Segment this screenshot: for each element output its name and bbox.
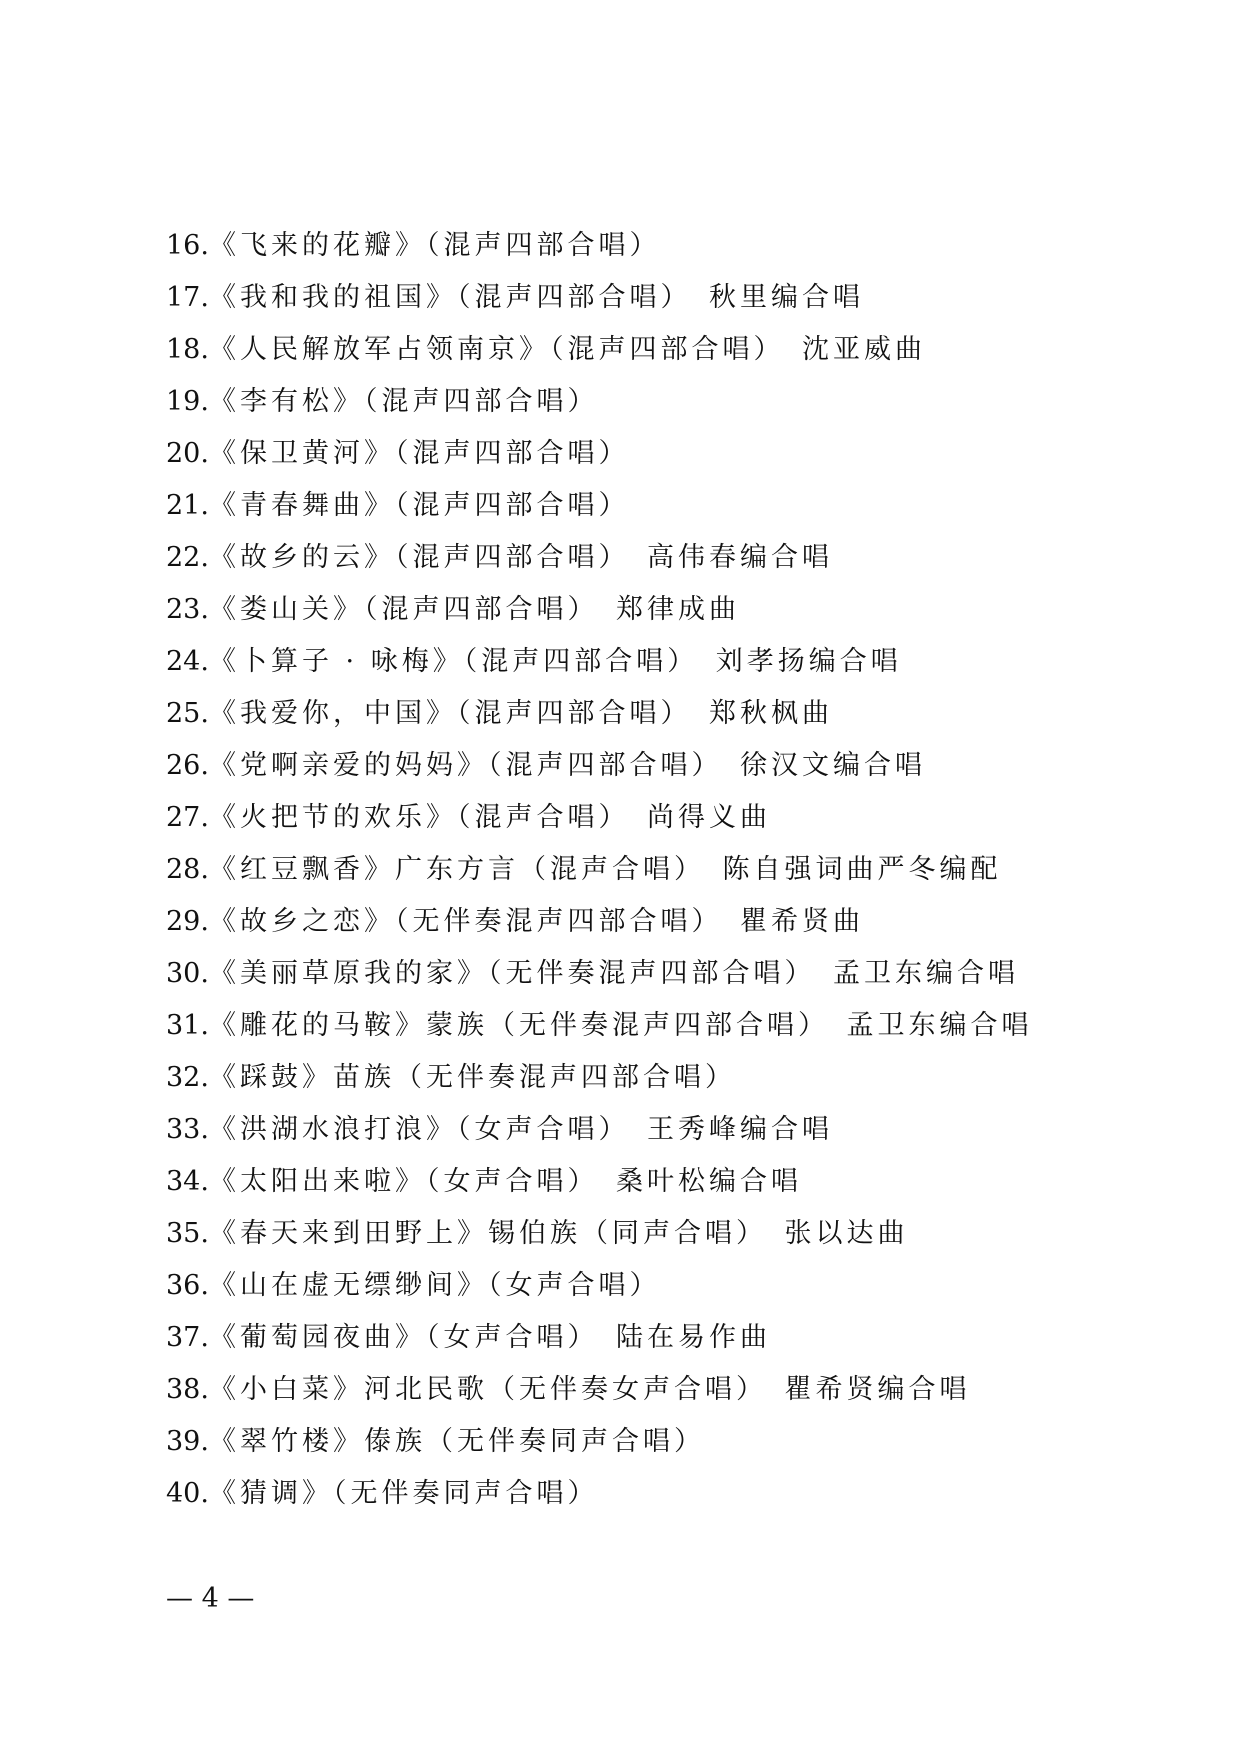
item-number: 28. [166, 854, 209, 885]
list-item [166, 1468, 1032, 1520]
item-text: 《猜调》（无伴奏同声合唱） [208, 1478, 599, 1509]
list-item [166, 896, 1032, 948]
list-item [166, 1000, 1032, 1052]
item-number: 16. [166, 230, 209, 261]
item-number: 24. [166, 646, 209, 677]
item-number: 29. [166, 906, 209, 937]
list-item [166, 636, 1032, 688]
item-number: 17. [166, 282, 209, 313]
item-number: 20. [166, 438, 209, 469]
item-number: 32. [166, 1062, 209, 1093]
item-number: 19. [166, 386, 209, 417]
item-text: 《李有松》（混声四部合唱） [208, 386, 599, 417]
item-number: 38. [166, 1374, 209, 1405]
item-text: 《故乡之恋》（无伴奏混声四部合唱） 瞿希贤曲 [208, 906, 864, 937]
list-item [166, 1104, 1032, 1156]
item-number: 27. [166, 802, 209, 833]
item-text: 《娄山关》（混声四部合唱） 郑律成曲 [208, 594, 740, 625]
item-number: 34. [166, 1166, 209, 1197]
list-item [166, 1208, 1032, 1260]
item-number: 25. [166, 698, 209, 729]
item-number: 40. [166, 1478, 209, 1509]
item-number: 37. [166, 1322, 209, 1353]
list-item [166, 1156, 1032, 1208]
item-text: 《踩鼓》苗族（无伴奏混声四部合唱） [208, 1062, 736, 1093]
item-text: 《青春舞曲》（混声四部合唱） [208, 490, 630, 521]
list-item [166, 376, 1032, 428]
item-text: 《飞来的花瓣》（混声四部合唱） [208, 230, 661, 261]
item-number: 26. [166, 750, 209, 781]
list-item [166, 532, 1032, 584]
item-text: 《雕花的马鞍》蒙族（无伴奏混声四部合唱） 孟卫东编合唱 [208, 1010, 1033, 1041]
list-item [166, 948, 1032, 1000]
item-text: 《山在虚无缥缈间》（女声合唱） [208, 1270, 661, 1301]
item-text: 《葡萄园夜曲》（女声合唱） 陆在易作曲 [208, 1322, 771, 1353]
list-item [166, 740, 1032, 792]
item-text: 《翠竹楼》傣族（无伴奏同声合唱） [208, 1426, 705, 1457]
item-text: 《太阳出来啦》（女声合唱） 桑叶松编合唱 [208, 1166, 802, 1197]
list-item [166, 688, 1032, 740]
list-item [166, 584, 1032, 636]
item-number: 22. [166, 542, 209, 573]
list-item [166, 1416, 1032, 1468]
item-text: 《故乡的云》（混声四部合唱） 高伟春编合唱 [208, 542, 833, 573]
item-text: 《党啊亲爱的妈妈》（混声四部合唱） 徐汉文编合唱 [208, 750, 926, 781]
item-number: 35. [166, 1218, 209, 1249]
list-item [166, 272, 1032, 324]
list-item [166, 1312, 1032, 1364]
item-text: 《洪湖水浪打浪》（女声合唱） 王秀峰编合唱 [208, 1114, 833, 1145]
item-number: 31. [166, 1010, 209, 1041]
list-item [166, 480, 1032, 532]
item-text: 《美丽草原我的家》（无伴奏混声四部合唱） 孟卫东编合唱 [208, 958, 1019, 989]
item-number: 39. [166, 1426, 209, 1457]
item-text: 《卜算子 · 咏梅》（混声四部合唱） 刘孝扬编合唱 [208, 646, 902, 677]
item-number: 18. [166, 334, 209, 365]
item-number: 30. [166, 958, 209, 989]
item-text: 《人民解放军占领南京》（混声四部合唱） 沈亚威曲 [208, 334, 926, 365]
list-item [166, 1364, 1032, 1416]
list-item [166, 428, 1032, 480]
item-number: 36. [166, 1270, 209, 1301]
item-number: 21. [166, 490, 209, 521]
list-item [166, 1052, 1032, 1104]
list-item [166, 324, 1032, 376]
item-text: 《保卫黄河》（混声四部合唱） [208, 438, 630, 469]
item-text: 《小白菜》河北民歌（无伴奏女声合唱） 瞿希贤编合唱 [208, 1374, 971, 1405]
item-text: 《春天来到田野上》锡伯族（同声合唱） 张以达曲 [208, 1218, 909, 1249]
item-text: 《红豆飘香》广东方言（混声合唱） 陈自强词曲严冬编配 [208, 854, 1002, 885]
list-item [166, 792, 1032, 844]
list-item [166, 844, 1032, 896]
item-number: 23. [166, 594, 209, 625]
song-list [166, 220, 1032, 1520]
list-item [166, 220, 1032, 272]
list-item [166, 1260, 1032, 1312]
item-text: 《我爱你，中国》（混声四部合唱） 郑秋枫曲 [208, 698, 833, 729]
item-number: 33. [166, 1114, 209, 1145]
item-text: 《火把节的欢乐》（混声合唱） 尚得义曲 [208, 802, 771, 833]
item-text: 《我和我的祖国》（混声四部合唱） 秋里编合唱 [208, 282, 864, 313]
page-number: — 4 — [166, 1583, 255, 1614]
